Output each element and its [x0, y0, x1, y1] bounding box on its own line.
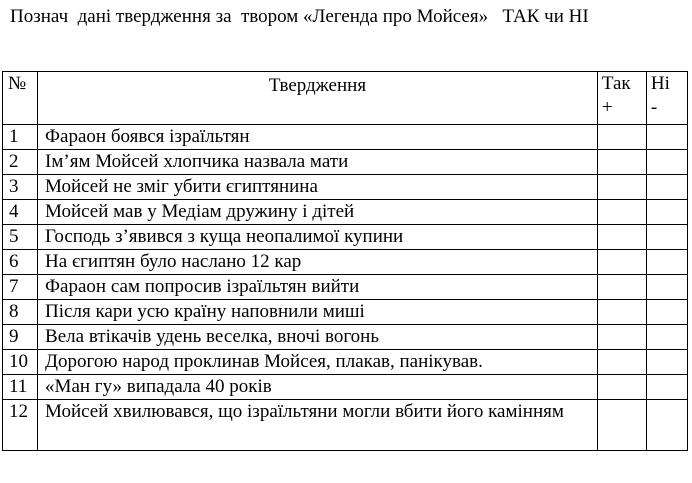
table-header-row	[3, 72, 688, 125]
row-number: 1	[3, 125, 38, 150]
row-statement: «Ман гу» випадала 40 років	[38, 375, 598, 400]
table-row	[3, 350, 688, 375]
row-statement: Господь з’явився з куща неопалимої купини	[38, 225, 598, 250]
row-statement: Мойсей хвилювався, що ізраїльтяни могли вбити його камінням	[38, 400, 598, 451]
row-number: 2	[3, 150, 38, 175]
header-yes	[597, 72, 646, 125]
no-answer-cell[interactable]	[646, 275, 687, 300]
row-number: 9	[3, 325, 38, 350]
no-answer-cell[interactable]	[646, 250, 687, 275]
no-answer-cell[interactable]	[646, 150, 687, 175]
no-answer-cell[interactable]	[646, 300, 687, 325]
row-number: 11	[3, 375, 38, 400]
instruction-text: Познач дані твердження за твором «Легенда про Мойсея» ТАК чи НІ	[10, 6, 589, 27]
table-row	[3, 175, 688, 200]
table-row	[3, 150, 688, 175]
yes-answer-cell[interactable]	[597, 225, 646, 250]
no-answer-cell[interactable]	[646, 400, 687, 451]
row-statement: Вела втікачів удень веселка, вночі вогонь	[38, 325, 598, 350]
table-row	[3, 225, 688, 250]
no-answer-cell[interactable]	[646, 375, 687, 400]
row-number: 5	[3, 225, 38, 250]
row-number: 7	[3, 275, 38, 300]
row-statement: Після кари усю країну наповнили миші	[38, 300, 598, 325]
yes-answer-cell[interactable]	[597, 375, 646, 400]
table-row	[3, 200, 688, 225]
row-statement: Фараон сам попросив ізраїльтян вийти	[38, 275, 598, 300]
yes-answer-cell[interactable]	[597, 300, 646, 325]
yes-answer-cell[interactable]	[597, 150, 646, 175]
yes-answer-cell[interactable]	[597, 250, 646, 275]
yes-answer-cell[interactable]	[597, 350, 646, 375]
no-answer-cell[interactable]	[646, 125, 687, 150]
row-number: 4	[3, 200, 38, 225]
yes-answer-cell[interactable]	[597, 200, 646, 225]
header-yes-mark: +	[601, 97, 613, 118]
row-statement: Мойсей не зміг убити єгиптянина	[38, 175, 598, 200]
no-answer-cell[interactable]	[646, 325, 687, 350]
table-row	[3, 300, 688, 325]
statements-table	[2, 71, 688, 451]
yes-answer-cell[interactable]	[597, 275, 646, 300]
yes-answer-cell[interactable]	[597, 175, 646, 200]
row-number: 8	[3, 300, 38, 325]
header-no	[646, 72, 687, 125]
table-row	[3, 400, 688, 451]
row-statement: Фараон боявся ізраїльтян	[38, 125, 598, 150]
header-statement: Твердження	[38, 72, 598, 125]
no-answer-cell[interactable]	[646, 175, 687, 200]
yes-answer-cell[interactable]	[597, 125, 646, 150]
row-number: 6	[3, 250, 38, 275]
header-number: №	[3, 72, 38, 125]
row-statement: Мойсей мав у Медіам дружину і дітей	[38, 200, 598, 225]
no-answer-cell[interactable]	[646, 200, 687, 225]
table-row	[3, 325, 688, 350]
row-number: 3	[3, 175, 38, 200]
header-no-label: Ні	[650, 73, 670, 94]
no-answer-cell[interactable]	[646, 225, 687, 250]
table-row	[3, 125, 688, 150]
yes-answer-cell[interactable]	[597, 325, 646, 350]
row-statement: Ім’ям Мойсей хлопчика назвала мати	[38, 150, 598, 175]
yes-answer-cell[interactable]	[597, 400, 646, 451]
header-yes-label: Так	[601, 73, 631, 94]
row-statement: На єгиптян було наслано 12 кар	[38, 250, 598, 275]
no-answer-cell[interactable]	[646, 350, 687, 375]
table-row	[3, 275, 688, 300]
table-row	[3, 375, 688, 400]
header-no-mark: -	[650, 97, 658, 118]
row-number: 12	[3, 400, 38, 451]
table-row	[3, 250, 688, 275]
row-number: 10	[3, 350, 38, 375]
row-statement: Дорогою народ проклинав Мойсея, плакав, панікував.	[38, 350, 598, 375]
